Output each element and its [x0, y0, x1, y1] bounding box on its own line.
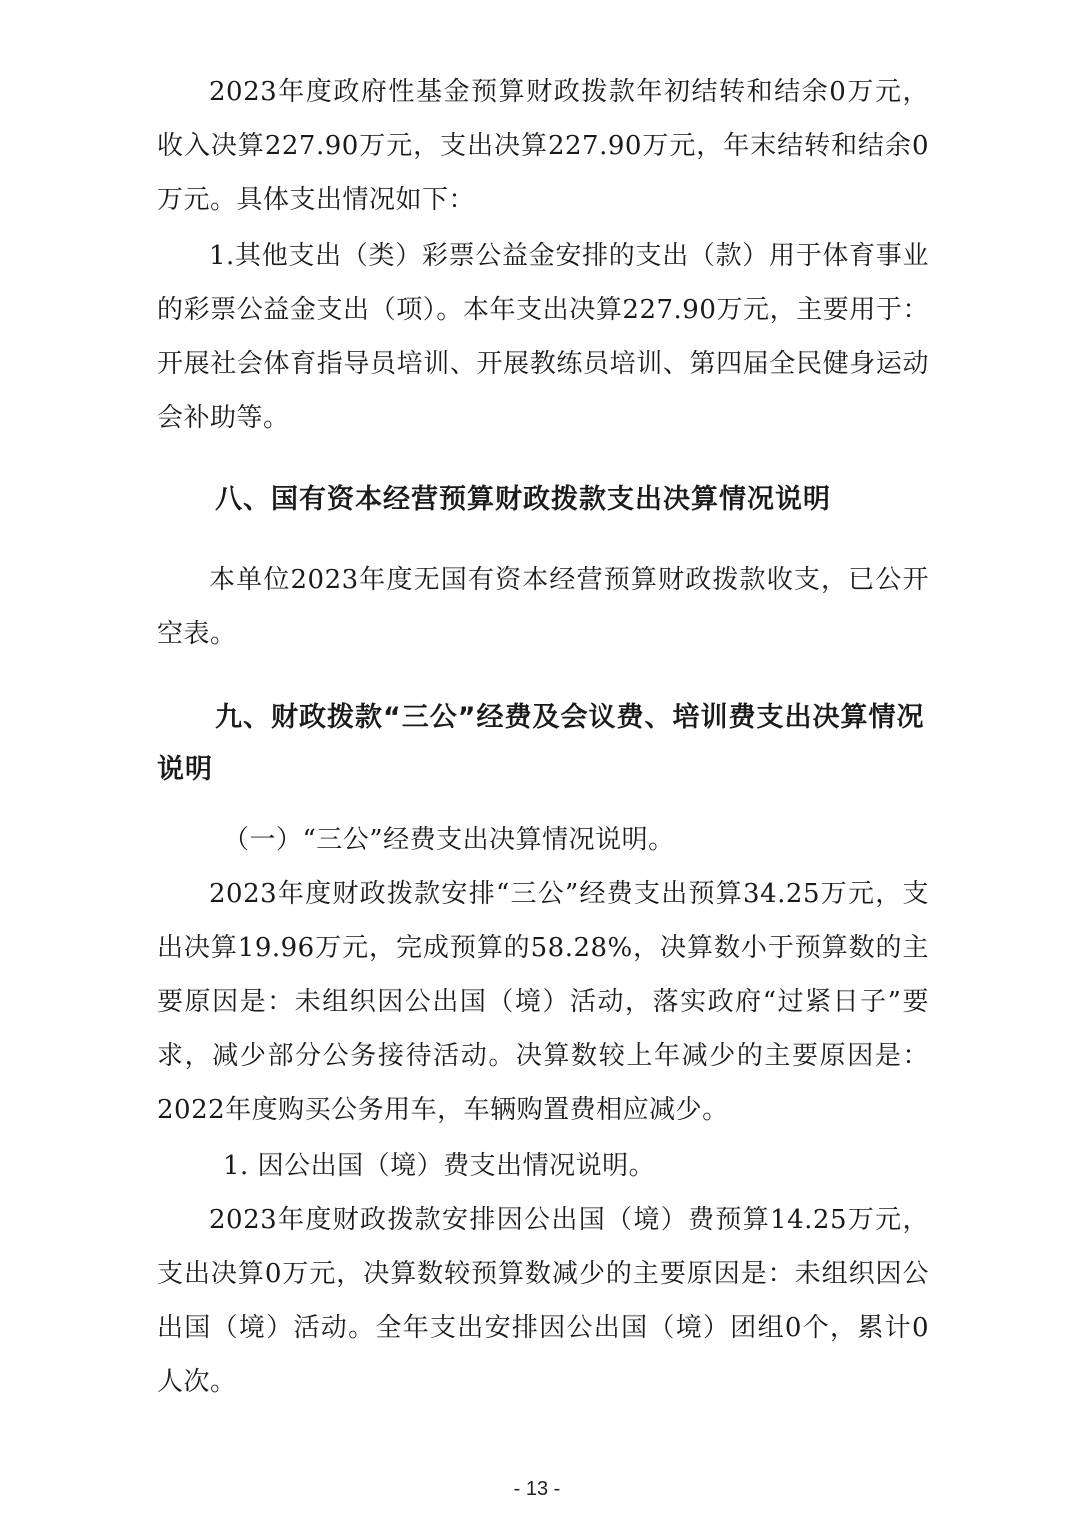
paragraph-lottery-expense: 1.其他支出（类）彩票公益金安排的支出（款）用于体育事业的彩票公益金支出（项）。本年支出决算227.90万元，主要用于：开展社会体育指导员培训、开展教练员培训、第四届全民健身运动会补助等。	[157, 241, 929, 433]
paragraph-gov-fund-summary: 2023年度政府性基金预算财政拨款年初结转和结余0万元，收入决算227.90万元，支出决算227.90万元，年末结转和结余0万元。具体支出情况如下：	[157, 77, 929, 215]
section-heading-8: 八、国有资本经营预算财政拨款支出决算情况说明	[215, 484, 831, 515]
section-heading-9: 九、财政拨款“三公”经费及会议费、培训费支出决算情况说明	[157, 702, 925, 785]
page-number: - 13 -	[513, 1478, 561, 1500]
subheading-overseas-travel: 1. 因公出国（境）费支出情况说明。	[223, 1151, 656, 1181]
subheading-three-public: （一）“三公”经费支出决算情况说明。	[223, 825, 675, 855]
paragraph-three-public-detail: 2023年度财政拨款安排“三公”经费支出预算34.25万元，支出决算19.96万元，完成预算的58.28%，决算数小于预算数的主要原因是：未组织因公出国（境）活动，落实政府“过紧日子”要求，减少部分公务接待活动。决算数较上年减少的主要原因是：2022年度购买公务用车，车辆购置费相应减少。	[157, 879, 929, 1125]
paragraph-overseas-travel-detail: 2023年度财政拨款安排因公出国（境）费预算14.25万元，支出决算0万元，决算数较预算数减少的主要原因是：未组织因公出国（境）活动。全年支出安排因公出国（境）团组0个，累计0人次。	[157, 1205, 929, 1397]
paragraph-state-capital: 本单位2023年度无国有资本经营预算财政拨款收支，已公开空表。	[157, 565, 929, 649]
